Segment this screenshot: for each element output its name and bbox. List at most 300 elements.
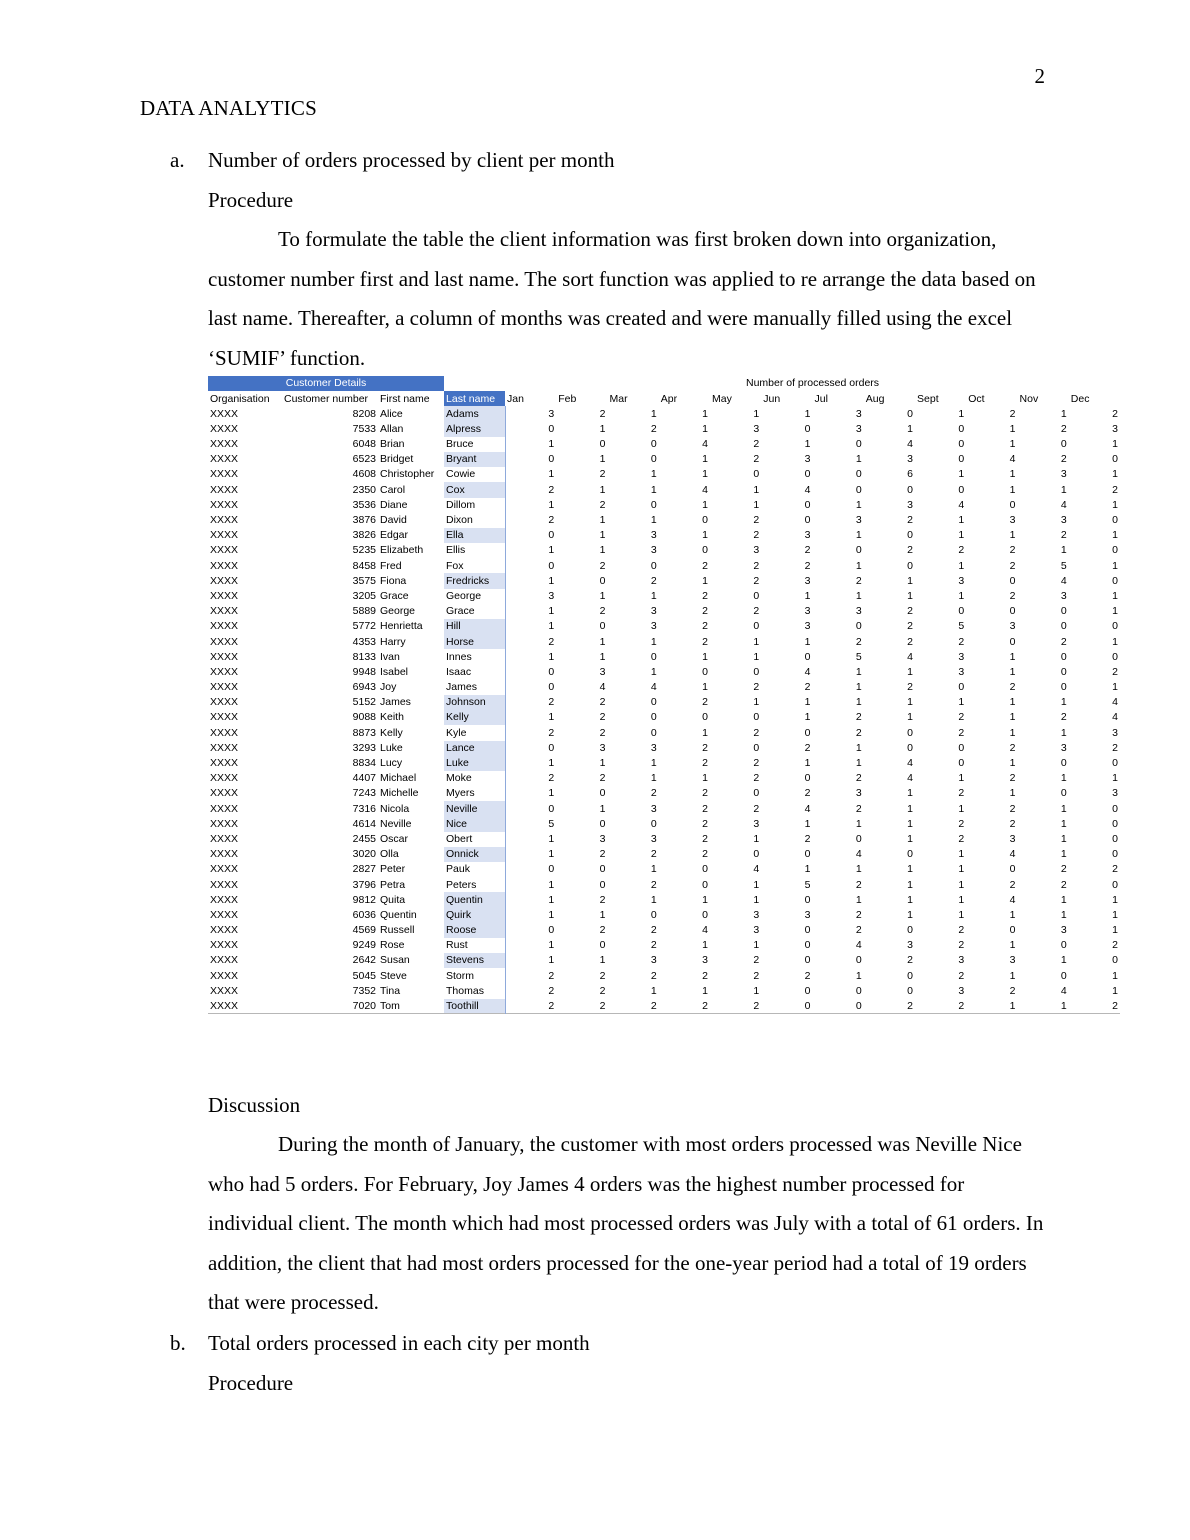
cell-month-jul: 0	[855, 483, 862, 496]
cell-customer-number: 6036	[352, 908, 376, 921]
cell-organisation: XXXX	[210, 589, 239, 602]
cell-organisation: XXXX	[210, 802, 239, 815]
cell-month-jun: 4	[804, 483, 811, 496]
cell-month-mar: 1	[650, 772, 657, 785]
cell-month-aug: 1	[907, 863, 914, 876]
cell-month-oct: 1	[1009, 422, 1016, 435]
cell-month-may: 2	[753, 772, 760, 785]
cell-month-jul: 2	[855, 726, 862, 739]
cell-organisation: XXXX	[210, 635, 239, 648]
cell-month-feb: 3	[599, 832, 606, 845]
cell-organisation: XXXX	[210, 407, 239, 420]
cell-customer-number: 7316	[352, 802, 376, 815]
cell-month-may: 2	[753, 802, 760, 815]
cell-month-may: 1	[753, 878, 760, 891]
cell-customer-number: 4569	[352, 924, 376, 937]
cell-month-jun: 0	[804, 468, 811, 481]
cell-month-oct: 1	[1009, 908, 1016, 921]
cell-month-sept: 0	[958, 438, 965, 451]
cell-last-name: Nice	[444, 816, 505, 831]
cell-month-oct: 2	[1009, 878, 1016, 891]
cell-customer-number: 8208	[352, 407, 376, 420]
cell-month-jun: 0	[804, 514, 811, 527]
cell-month-jul: 1	[855, 741, 862, 754]
cell-month-dec: 0	[1112, 848, 1119, 861]
cell-customer-number: 3826	[352, 529, 376, 542]
cell-month-jan: 1	[505, 832, 556, 847]
cell-month-jun: 3	[804, 620, 811, 633]
cell-month-sept: 3	[958, 574, 965, 587]
section-a-heading	[170, 140, 1060, 180]
cell-month-jul: 1	[855, 529, 862, 542]
table-row	[208, 832, 1120, 847]
orders-table-body	[208, 406, 1120, 1014]
cell-first-name: Michelle	[380, 787, 419, 800]
cell-month-apr: 2	[702, 969, 709, 982]
cell-month-mar: 3	[650, 741, 657, 754]
orders-table-group-header-0: Customer Details	[208, 376, 444, 391]
cell-customer-number: 8873	[352, 726, 376, 739]
orders-table-column-header-feb: Feb	[556, 391, 607, 406]
page-number: 2	[1034, 64, 1045, 88]
cell-month-jun: 3	[804, 529, 811, 542]
cell-month-aug: 0	[907, 924, 914, 937]
cell-organisation: XXXX	[210, 878, 239, 891]
cell-last-name: Cox	[444, 482, 505, 497]
cell-last-name: Hill	[444, 619, 505, 634]
cell-month-oct: 3	[1009, 620, 1016, 633]
cell-organisation: XXXX	[210, 468, 239, 481]
cell-month-sept: 1	[958, 848, 965, 861]
cell-month-sept: 0	[958, 741, 965, 754]
cell-month-sept: 1	[958, 878, 965, 891]
table-row	[208, 452, 1120, 467]
cell-month-jan: 2	[505, 482, 556, 497]
cell-month-jan: 1	[505, 877, 556, 892]
cell-month-feb: 2	[599, 984, 606, 997]
cell-first-name: Quentin	[380, 908, 417, 921]
table-row	[208, 482, 1120, 497]
cell-month-jul: 2	[855, 878, 862, 891]
cell-last-name: Dillom	[446, 498, 476, 511]
cell-month-jan: 0	[505, 665, 556, 680]
cell-month-sept: 2	[958, 544, 965, 557]
cell-month-jan: 1	[505, 543, 556, 558]
cell-month-jun: 0	[804, 939, 811, 952]
cell-customer-number: 3020	[352, 848, 376, 861]
table-row	[208, 573, 1120, 588]
cell-month-jun: 3	[804, 453, 811, 466]
cell-month-apr: 0	[702, 908, 709, 921]
cell-month-nov: 1	[1060, 893, 1067, 906]
cell-month-jul: 1	[855, 757, 862, 770]
cell-customer-number: 2827	[352, 863, 376, 876]
cell-organisation: XXXX	[210, 924, 239, 937]
cell-month-dec: 0	[1112, 574, 1119, 587]
cell-month-nov: 1	[1060, 954, 1067, 967]
cell-month-nov: 0	[1060, 969, 1067, 982]
cell-month-may: 0	[753, 848, 760, 861]
cell-month-jan: 0	[505, 528, 556, 543]
cell-month-apr: 1	[702, 984, 709, 997]
cell-month-may: 0	[753, 620, 760, 633]
cell-last-name: Kyle	[446, 726, 467, 739]
cell-month-dec: 3	[1112, 787, 1119, 800]
cell-last-name: Peters	[446, 878, 477, 891]
orders-table-group-header-2: Number of processed orders	[505, 376, 1120, 391]
cell-month-dec: 2	[1112, 999, 1119, 1012]
cell-month-aug: 1	[907, 787, 914, 800]
cell-month-may: 2	[753, 514, 760, 527]
cell-customer-number: 6048	[352, 438, 376, 451]
cell-month-jan: 2	[505, 984, 556, 999]
table-row	[208, 816, 1120, 831]
cell-month-sept: 0	[958, 422, 965, 435]
cell-month-apr: 1	[702, 468, 709, 481]
cell-month-aug: 1	[907, 574, 914, 587]
cell-month-nov: 1	[1060, 802, 1067, 815]
orders-table-column-header-last-name: Last name	[444, 391, 505, 406]
cell-month-nov: 1	[1060, 726, 1067, 739]
cell-month-nov: 1	[1060, 999, 1067, 1012]
cell-first-name: Bridget	[380, 453, 414, 466]
cell-month-jan: 2	[505, 771, 556, 786]
cell-month-aug: 2	[907, 635, 914, 648]
table-row	[208, 892, 1120, 907]
cell-month-dec: 4	[1112, 696, 1119, 709]
orders-table-column-header-jan: Jan	[505, 391, 556, 406]
cell-month-apr: 1	[702, 650, 709, 663]
cell-month-apr: 2	[702, 787, 709, 800]
cell-first-name: Isabel	[380, 665, 409, 678]
table-row	[208, 543, 1120, 558]
cell-month-may: 3	[753, 924, 760, 937]
cell-month-aug: 4	[907, 772, 914, 785]
cell-month-apr: 2	[702, 559, 709, 572]
cell-customer-number: 3205	[352, 589, 376, 602]
cell-organisation: XXXX	[210, 620, 239, 633]
cell-customer-number: 5772	[352, 620, 376, 633]
cell-month-nov: 2	[1060, 863, 1067, 876]
cell-last-name: Fredricks	[444, 573, 505, 588]
cell-month-jun: 1	[804, 635, 811, 648]
table-row	[208, 649, 1120, 664]
document-title: DATA ANALYTICS	[140, 96, 317, 120]
cell-month-may: 1	[753, 650, 760, 663]
cell-month-jun: 3	[804, 908, 811, 921]
orders-table-column-header-sept: Sept	[915, 391, 966, 406]
table-row	[208, 999, 1120, 1014]
cell-month-nov: 0	[1060, 620, 1067, 633]
cell-month-sept: 1	[958, 772, 965, 785]
cell-month-apr: 2	[702, 741, 709, 754]
cell-month-may: 1	[753, 483, 760, 496]
cell-month-nov: 1	[1060, 407, 1067, 420]
cell-organisation: XXXX	[210, 741, 239, 754]
cell-customer-number: 9249	[352, 939, 376, 952]
cell-month-apr: 1	[702, 407, 709, 420]
cell-month-mar: 0	[650, 453, 657, 466]
cell-month-jun: 4	[804, 802, 811, 815]
cell-organisation: XXXX	[210, 514, 239, 527]
cell-organisation: XXXX	[210, 650, 239, 663]
cell-month-mar: 2	[650, 939, 657, 952]
cell-month-feb: 0	[599, 878, 606, 891]
cell-month-sept: 3	[958, 650, 965, 663]
cell-month-jan: 3	[505, 589, 556, 604]
cell-month-dec: 1	[1112, 984, 1119, 997]
cell-month-nov: 4	[1060, 984, 1067, 997]
table-row	[208, 756, 1120, 771]
cell-last-name: Isaac	[446, 665, 472, 678]
cell-month-oct: 4	[1009, 453, 1016, 466]
cell-month-feb: 1	[599, 544, 606, 557]
cell-month-jan: 1	[505, 710, 556, 725]
cell-month-may: 0	[753, 468, 760, 481]
cell-month-aug: 4	[907, 438, 914, 451]
cell-month-mar: 1	[650, 863, 657, 876]
cell-month-mar: 3	[650, 529, 657, 542]
cell-month-aug: 0	[907, 726, 914, 739]
cell-month-jun: 0	[804, 848, 811, 861]
cell-customer-number: 2455	[352, 832, 376, 845]
cell-month-jun: 0	[804, 498, 811, 511]
table-row	[208, 786, 1120, 801]
cell-month-apr: 1	[702, 772, 709, 785]
cell-month-jan: 0	[505, 862, 556, 877]
cell-organisation: XXXX	[210, 422, 239, 435]
cell-month-apr: 0	[702, 544, 709, 557]
cell-month-aug: 0	[907, 969, 914, 982]
table-row	[208, 619, 1120, 634]
cell-month-aug: 2	[907, 620, 914, 633]
cell-month-mar: 3	[650, 802, 657, 815]
cell-last-name: Thomas	[446, 984, 484, 997]
cell-month-aug: 0	[907, 407, 914, 420]
cell-month-jul: 2	[855, 924, 862, 937]
cell-month-aug: 1	[907, 589, 914, 602]
cell-month-sept: 2	[958, 939, 965, 952]
cell-month-mar: 0	[650, 559, 657, 572]
cell-month-nov: 4	[1060, 574, 1067, 587]
cell-first-name: Nicola	[380, 802, 410, 815]
cell-organisation: XXXX	[210, 757, 239, 770]
cell-last-name: James	[446, 681, 477, 694]
orders-table-column-header-jun: Jun	[761, 391, 812, 406]
cell-month-jun: 3	[804, 574, 811, 587]
cell-first-name: Grace	[380, 589, 409, 602]
cell-month-apr: 2	[702, 848, 709, 861]
cell-month-may: 1	[753, 984, 760, 997]
table-row	[208, 908, 1120, 923]
cell-month-oct: 1	[1009, 468, 1016, 481]
cell-first-name: Petra	[380, 878, 406, 891]
cell-month-dec: 0	[1112, 620, 1119, 633]
cell-month-oct: 1	[1009, 939, 1016, 952]
cell-month-jul: 2	[855, 802, 862, 815]
cell-month-sept: 2	[958, 711, 965, 724]
cell-month-mar: 2	[650, 924, 657, 937]
cell-month-feb: 4	[599, 681, 606, 694]
cell-first-name: Kelly	[380, 726, 403, 739]
cell-month-apr: 4	[702, 438, 709, 451]
cell-customer-number: 8133	[352, 650, 376, 663]
cell-month-sept: 0	[958, 757, 965, 770]
cell-month-nov: 0	[1060, 650, 1067, 663]
cell-month-aug: 3	[907, 498, 914, 511]
cell-month-jan: 1	[505, 892, 556, 907]
cell-customer-number: 9948	[352, 665, 376, 678]
cell-month-aug: 3	[907, 939, 914, 952]
cell-month-mar: 1	[650, 757, 657, 770]
cell-month-jul: 1	[855, 498, 862, 511]
cell-first-name: Steve	[380, 969, 407, 982]
cell-first-name: Joy	[380, 681, 397, 694]
cell-month-may: 3	[753, 908, 760, 921]
cell-last-name: Pauk	[446, 863, 470, 876]
cell-month-feb: 1	[599, 514, 606, 527]
cell-month-apr: 2	[702, 817, 709, 830]
cell-month-may: 1	[753, 407, 760, 420]
cell-month-jan: 1	[505, 573, 556, 588]
cell-month-oct: 2	[1009, 741, 1016, 754]
cell-month-jul: 0	[855, 954, 862, 967]
cell-month-feb: 2	[599, 893, 606, 906]
cell-month-oct: 4	[1009, 893, 1016, 906]
cell-month-sept: 2	[958, 924, 965, 937]
cell-month-oct: 2	[1009, 559, 1016, 572]
cell-month-sept: 1	[958, 589, 965, 602]
cell-month-dec: 0	[1112, 954, 1119, 967]
cell-first-name: Neville	[380, 817, 412, 830]
cell-month-sept: 5	[958, 620, 965, 633]
cell-customer-number: 7020	[352, 999, 376, 1012]
cell-month-aug: 1	[907, 802, 914, 815]
cell-month-nov: 1	[1060, 772, 1067, 785]
table-row	[208, 984, 1120, 999]
cell-month-feb: 1	[599, 483, 606, 496]
table-row	[208, 513, 1120, 528]
cell-customer-number: 9812	[352, 893, 376, 906]
cell-month-may: 1	[753, 893, 760, 906]
cell-month-oct: 2	[1009, 407, 1016, 420]
cell-month-sept: 1	[958, 696, 965, 709]
cell-month-dec: 1	[1112, 969, 1119, 982]
cell-month-jun: 1	[804, 817, 811, 830]
cell-month-jul: 0	[855, 984, 862, 997]
cell-month-may: 4	[753, 863, 760, 876]
cell-month-sept: 3	[958, 984, 965, 997]
cell-month-mar: 0	[650, 696, 657, 709]
table-row	[208, 634, 1120, 649]
cell-month-feb: 1	[599, 635, 606, 648]
cell-month-mar: 0	[650, 726, 657, 739]
cell-month-sept: 0	[958, 605, 965, 618]
cell-month-jan: 0	[505, 422, 556, 437]
cell-last-name: Lance	[444, 741, 505, 756]
cell-month-jul: 0	[855, 999, 862, 1012]
cell-month-may: 0	[753, 665, 760, 678]
cell-month-jun: 2	[804, 787, 811, 800]
cell-month-may: 0	[753, 787, 760, 800]
cell-month-jun: 1	[804, 438, 811, 451]
cell-customer-number: 3876	[352, 514, 376, 527]
cell-month-apr: 4	[702, 924, 709, 937]
cell-month-aug: 2	[907, 514, 914, 527]
cell-month-jun: 2	[804, 559, 811, 572]
cell-last-name: Adams	[444, 406, 505, 421]
cell-month-jun: 1	[804, 863, 811, 876]
cell-customer-number: 4608	[352, 468, 376, 481]
table-row	[208, 437, 1120, 452]
cell-last-name: Ella	[444, 528, 505, 543]
cell-month-jun: 0	[804, 650, 811, 663]
table-row	[208, 558, 1120, 573]
cell-month-feb: 0	[599, 438, 606, 451]
cell-month-mar: 0	[650, 650, 657, 663]
section-b-marker: b.	[170, 1330, 186, 1355]
cell-month-apr: 2	[702, 589, 709, 602]
cell-month-nov: 3	[1060, 514, 1067, 527]
cell-month-dec: 0	[1112, 757, 1119, 770]
cell-month-may: 3	[753, 422, 760, 435]
cell-month-jan: 1	[505, 437, 556, 452]
cell-month-apr: 0	[702, 514, 709, 527]
cell-first-name: Russell	[380, 924, 415, 937]
table-row	[208, 847, 1120, 862]
cell-month-may: 3	[753, 817, 760, 830]
orders-table-column-header-may: May	[710, 391, 761, 406]
cell-month-nov: 1	[1060, 483, 1067, 496]
cell-month-dec: 1	[1112, 589, 1119, 602]
cell-organisation: XXXX	[210, 969, 239, 982]
cell-organisation: XXXX	[210, 544, 239, 557]
cell-first-name: James	[380, 696, 411, 709]
table-row	[208, 528, 1120, 543]
cell-month-may: 0	[753, 589, 760, 602]
cell-month-nov: 2	[1060, 453, 1067, 466]
orders-table-banner-row	[208, 376, 1120, 391]
cell-month-may: 1	[753, 635, 760, 648]
cell-organisation: XXXX	[210, 848, 239, 861]
cell-organisation: XXXX	[210, 681, 239, 694]
cell-month-jun: 3	[804, 605, 811, 618]
cell-month-aug: 0	[907, 984, 914, 997]
cell-month-feb: 2	[599, 772, 606, 785]
cell-month-jun: 1	[804, 757, 811, 770]
cell-month-may: 3	[753, 544, 760, 557]
orders-table-group-header-1	[444, 376, 505, 391]
cell-month-jul: 3	[855, 422, 862, 435]
cell-month-sept: 1	[958, 802, 965, 815]
cell-month-jul: 3	[855, 787, 862, 800]
cell-first-name: Susan	[380, 954, 410, 967]
cell-first-name: Allan	[380, 422, 404, 435]
cell-last-name: Horse	[444, 634, 505, 649]
cell-month-jun: 1	[804, 407, 811, 420]
cell-month-dec: 0	[1112, 802, 1119, 815]
cell-month-oct: 0	[1009, 574, 1016, 587]
cell-month-dec: 1	[1112, 681, 1119, 694]
cell-month-feb: 1	[599, 589, 606, 602]
cell-month-jun: 0	[804, 924, 811, 937]
cell-month-aug: 1	[907, 832, 914, 845]
cell-month-dec: 2	[1112, 483, 1119, 496]
cell-first-name: Elizabeth	[380, 544, 424, 557]
cell-month-aug: 6	[907, 468, 914, 481]
cell-month-jul: 2	[855, 635, 862, 648]
cell-month-jun: 2	[804, 969, 811, 982]
